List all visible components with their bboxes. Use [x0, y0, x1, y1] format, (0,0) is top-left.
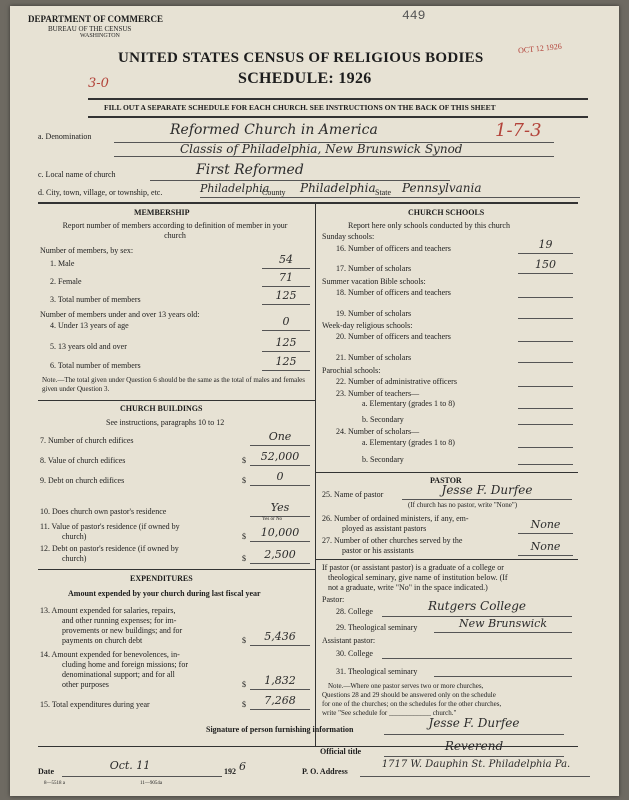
form-number-stamp: 449 [402, 8, 426, 23]
under-13-label: 4. Under 13 years of age [50, 321, 129, 330]
total-expenditures-value: 7,268 [264, 694, 296, 707]
total-by-age-label: 6. Total number of members [50, 361, 141, 370]
pastor-name-label: 25. Name of pastor [322, 490, 384, 499]
weekday-scholars-line [518, 362, 573, 363]
residence-value-value: 10,000 [260, 526, 300, 539]
female-label: 2. Female [50, 277, 82, 286]
running-expenses-line [250, 645, 310, 646]
total-members-value: 125 [275, 289, 297, 302]
scholars-secondary-line [518, 464, 573, 465]
total-expenditures-line [250, 709, 310, 710]
section-rule [38, 569, 315, 570]
edifices-line [250, 445, 310, 446]
vacation-scholars-line [518, 318, 573, 319]
official-title-value: Reverend [444, 739, 504, 753]
parochial-officers-label: 22. Number of administrative officers [336, 377, 457, 386]
seminary-label: 29. Theological seminary [336, 623, 418, 632]
residence-debt-line [250, 563, 310, 564]
form-title: UNITED STATES CENSUS OF RELIGIOUS BODIES [118, 50, 484, 66]
dollar-sign: $ [242, 700, 246, 709]
male-label: 1. Male [50, 259, 75, 268]
assistant-college-line [382, 658, 572, 659]
seminary-value: New Brunswick [459, 617, 547, 630]
running-expenses-label-3: provements or new buildings; and for [62, 626, 183, 635]
pastor-name-hint: (If church has no pastor, write "None") [408, 501, 518, 509]
weekday-teachers-label: 20. Number of officers and teachers [336, 332, 451, 341]
owns-residence-value: Yes [270, 501, 290, 514]
sunday-teachers-label: 16. Number of officers and teachers [336, 244, 451, 253]
owns-residence-label: 10. Does church own pastor's residence [40, 507, 167, 516]
sunday-scholars-line [518, 273, 573, 274]
census-schedule-form [10, 6, 619, 796]
female-line [262, 286, 310, 287]
other-churches-value: None [530, 540, 561, 553]
vacation-teachers-label: 18. Number of officers and teachers [336, 288, 451, 297]
edifice-value-label: 8. Value of church edifices [40, 456, 126, 465]
running-expenses-label-4: payments on church debt [62, 636, 143, 645]
city-label: d. City, town, village, or township, etc. [38, 188, 163, 197]
benevolences-label-3: denominational support; and for all [62, 670, 175, 679]
assistant-ministers-value: None [530, 518, 561, 531]
male-line [262, 268, 310, 269]
teachers-elementary-label: a. Elementary (grades 1 to 8) [362, 399, 455, 408]
buildings-subtitle: See instructions, paragraphs 10 to 12 [106, 418, 225, 427]
pastor-name-line [402, 499, 572, 500]
received-date-stamp: OCT 12 1926 [517, 41, 563, 56]
edifice-value-value: 52,000 [260, 450, 300, 463]
residence-value-label-2: church) [62, 532, 87, 541]
denomination-value: Reformed Church in America [170, 122, 378, 138]
dollar-sign: $ [242, 532, 246, 541]
official-title-line [384, 756, 564, 757]
over-13-line [262, 351, 310, 352]
membership-note: Note.—The total given under Question 6 should be the same as the total of males and females given under Question 3. [42, 376, 306, 393]
running-expenses-value: 5,436 [264, 630, 296, 643]
under-13-line [262, 330, 310, 331]
seminary-line [434, 632, 572, 633]
weekday-scholars-label: 21. Number of scholars [336, 353, 412, 362]
assistant-seminary-label: 31. Theological seminary [336, 667, 418, 676]
pastor-title: PASTOR [430, 476, 462, 485]
denomination-code: 1-7-3 [495, 120, 542, 141]
members-by-sex-label: Number of members, by sex: [40, 246, 134, 255]
assistant-ministers-label: 26. Number of ordained ministers, if any, em- [322, 514, 469, 523]
teachers-secondary-label: b. Secondary [362, 415, 404, 424]
church-name-value: First Reformed [196, 162, 304, 178]
sunday-teachers-value: 19 [538, 238, 553, 251]
sunday-teachers-line [518, 253, 573, 254]
residence-debt-label: 12. Debt on pastor's residence (if owned by [40, 544, 179, 553]
pastor-note-4: write "See schedule for ____________ church." [322, 709, 457, 717]
state-label: State [375, 188, 391, 197]
instruction-banner: FILL OUT A SEPARATE SCHEDULE FOR EACH CHURCH. SEE INSTRUCTIONS ON THE BACK OF THIS SHEET [104, 103, 496, 112]
form-code: 8—5518 a [44, 781, 65, 786]
official-title-label: Official title [320, 747, 362, 756]
male-value: 54 [279, 253, 293, 266]
assistant-ministers-line [518, 533, 573, 534]
signature-value: Jesse F. Durfee [428, 716, 520, 730]
pastor-note-3: for one of the churches; on the schedules for the other churches, [322, 700, 502, 708]
dollar-sign: $ [242, 456, 246, 465]
members-by-age-label: Number of members under and over 13 years old: [40, 310, 200, 319]
graduate-instruction-2: theological seminary, give name of institution below. (If [328, 573, 508, 582]
buildings-title: CHURCH BUILDINGS [120, 404, 203, 413]
schools-title: CHURCH SCHOOLS [408, 208, 485, 217]
running-expenses-label-2: and other running expenses; for im- [62, 616, 177, 625]
residence-debt-label-2: church) [62, 554, 87, 563]
dollar-sign: $ [242, 636, 246, 645]
benevolences-value: 1,832 [264, 674, 296, 687]
classis-value: Classis of Philadelphia, New Brunswick Synod [180, 142, 463, 156]
schools-subtitle: Report here only schools conducted by this church [348, 221, 510, 230]
yes-no-hint: Yes or No [262, 517, 283, 522]
assistant-ministers-label-2: ployed as assistant pastors [342, 524, 427, 533]
edifice-debt-value: 0 [276, 470, 284, 483]
form-subtitle: SCHEDULE: 1926 [238, 70, 372, 87]
bureau-heading: BUREAU OF THE CENSUS [48, 25, 132, 33]
membership-subtitle: Report number of members according to definition of member in your church [62, 221, 288, 240]
total-expenditures-label: 15. Total expenditures during year [40, 700, 150, 709]
column-divider [315, 202, 316, 747]
section-rule [315, 472, 578, 473]
scholars-secondary-label: b. Secondary [362, 455, 404, 464]
date-line [62, 776, 222, 777]
rule [88, 116, 588, 118]
section-rule [38, 202, 578, 204]
parochial-schools-label: Parochial schools: [322, 366, 381, 375]
teachers-elementary-line [518, 408, 573, 409]
weekday-schools-label: Week-day religious schools: [322, 321, 413, 330]
teachers-secondary-line [518, 424, 573, 425]
margin-note: 3-0 [88, 76, 109, 91]
vacation-teachers-line [518, 297, 573, 298]
state-value: Pennsylvania [402, 181, 482, 195]
under-13-value: 0 [282, 315, 290, 328]
po-address-line [360, 776, 590, 777]
residence-value-line [250, 541, 310, 542]
graduate-instruction-3: not a graduate, write "No" in the space indicated.) [328, 583, 488, 592]
pastor-note-2: Questions 28 and 29 should be answered only on the schedule [322, 691, 496, 699]
date-label: Date [38, 767, 54, 776]
date-value: Oct. 11 [109, 759, 151, 772]
scholars-elementary-label: a. Elementary (grades 1 to 8) [362, 438, 455, 447]
edifices-value: One [268, 430, 292, 443]
signature-line [384, 734, 564, 735]
college-label: 28. College [336, 607, 373, 616]
total-members-line [262, 304, 310, 305]
edifice-debt-line [250, 485, 310, 486]
total-by-age-value: 125 [275, 355, 297, 368]
vacation-scholars-label: 19. Number of scholars [336, 309, 412, 318]
residence-debt-value: 2,500 [264, 548, 296, 561]
over-13-label: 5. 13 years old and over [50, 342, 127, 351]
total-by-age-line [262, 370, 310, 371]
other-churches-line [518, 555, 573, 556]
benevolences-label-4: other purposes [62, 680, 109, 689]
over-13-value: 125 [275, 336, 297, 349]
college-value: Rutgers College [427, 599, 527, 613]
pastor-subheading: Pastor: [322, 595, 345, 604]
county-value: Philadelphia [300, 181, 376, 195]
section-rule [38, 400, 315, 401]
weekday-teachers-line [518, 341, 573, 342]
denomination-label: a. Denomination [38, 132, 92, 141]
sunday-scholars-label: 17. Number of scholars [336, 264, 412, 273]
year-digit: 6 [239, 760, 246, 773]
pastor-name-value: Jesse F. Durfee [441, 483, 533, 497]
female-value: 71 [279, 271, 293, 284]
residence-value-label: 11. Value of pastor's residence (if owned by [40, 522, 180, 531]
sunday-schools-label: Sunday schools: [322, 232, 375, 241]
pastor-note: Note.—Where one pastor serves two or more churches, [328, 682, 484, 690]
other-churches-label: 27. Number of other churches served by the [322, 536, 463, 545]
signature-label: Signature of person furnishing information [206, 725, 354, 734]
scholars-elementary-line [518, 447, 573, 448]
total-members-label: 3. Total number of members [50, 295, 141, 304]
edifice-debt-label: 9. Debt on church edifices [40, 476, 125, 485]
rule [88, 98, 588, 100]
county-label: County [262, 188, 286, 197]
edifices-label: 7. Number of church edifices [40, 436, 134, 445]
city-value: Philadelphia [200, 182, 270, 195]
benevolences-line [250, 689, 310, 690]
city-line [200, 197, 580, 198]
dollar-sign: $ [242, 680, 246, 689]
po-address-value: 1717 W. Dauphin St. Philadelphia Pa. [381, 759, 571, 770]
benevolences-label: 14. Amount expended for benevolences, in- [40, 650, 180, 659]
vacation-schools-label: Summer vacation Bible schools: [322, 277, 426, 286]
dollar-sign: $ [242, 554, 246, 563]
benevolences-label-2: cluding home and foreign missions; for [62, 660, 188, 669]
city-heading: WASHINGTON [80, 33, 120, 39]
sunday-scholars-value: 150 [535, 258, 556, 271]
edifice-value-line [250, 465, 310, 466]
form-code-2: 11—9054a [140, 781, 163, 786]
parochial-officers-line [518, 386, 573, 387]
expenditures-title: EXPENDITURES [130, 574, 193, 583]
assistant-seminary-line [434, 676, 572, 677]
year-label: 192 [224, 767, 236, 776]
classis-line [114, 156, 554, 157]
graduate-instruction: If pastor (or assistant pastor) is a graduate of a college or [322, 563, 504, 572]
assistant-pastor-subheading: Assistant pastor: [322, 636, 376, 645]
membership-title: MEMBERSHIP [134, 208, 190, 217]
other-churches-label-2: pastor or his assistants [342, 546, 414, 555]
expenditures-subtitle: Amount expended by your church during last fiscal year [68, 589, 261, 598]
dollar-sign: $ [242, 476, 246, 485]
po-address-label: P. O. Address [302, 767, 348, 776]
parochial-scholars-label: 24. Number of scholars— [336, 427, 420, 436]
parochial-teachers-label: 23. Number of teachers— [336, 389, 420, 398]
department-heading: DEPARTMENT OF COMMERCE [28, 14, 164, 24]
assistant-college-label: 30. College [336, 649, 373, 658]
church-name-label: c. Local name of church [38, 170, 116, 179]
running-expenses-label: 13. Amount expended for salaries, repairs, [40, 606, 176, 615]
section-rule [315, 559, 578, 560]
